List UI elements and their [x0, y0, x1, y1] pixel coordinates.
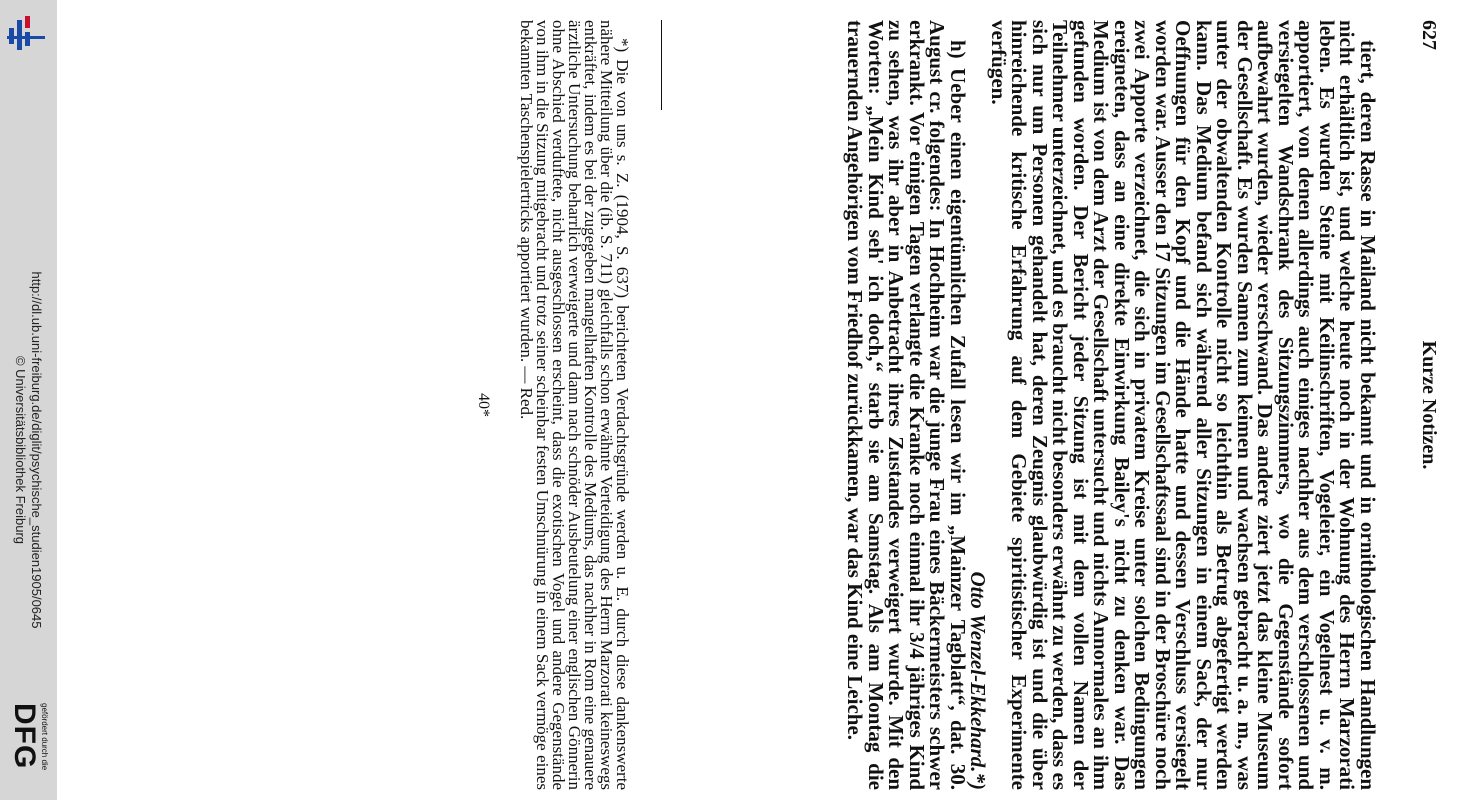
- main-text: [845, 20, 1378, 790]
- footnote: [518, 20, 630, 790]
- source-url[interactable]: http://dl.ub.uni-freiburg.de/diglit/psychische_studien1905/0645: [29, 271, 44, 629]
- footnote-text: *) Die von uns s. Z. (1904, S. 637) berichteten Verdachtsgründe werden u. E. durch diese dankenswerte nähere Mitteilung über die (ib. S. 711) gleichfalls schon erwähnte Verteidigung des Herrn Marzorati keineswegs entkräftet, indem es bei der zugegeben mangelhaften Kontrolle des Mediums, das nachher in Rom eine genauere ärztliche Untersuchung beharrlich verweigerte und dann nach schnöder Ausbeutelung einer englischen Gönnerin ohne Abschied verduftete, nicht ausgeschlossen erscheint, dass die exotischen Vogel und andere Gegenstände von ihm in die Sitzung mitgebracht und trotz seiner scheinbar festen Umschnürung in einem Sack vermöge eines bekannten Taschenspielertricks apportiert wurden. — Red.: [517, 20, 632, 790]
- university-logo-icon: [5, 10, 49, 54]
- dfg-logo: [9, 703, 49, 795]
- printer-signature: 40*: [475, 393, 492, 417]
- dfg-logo-text: DFG: [8, 703, 41, 770]
- copyright-notice: © Universitätsbibliothek Freiburg: [13, 355, 28, 545]
- viewer-sidebar: [0, 0, 57, 800]
- running-title: Kurze Notizen.: [1418, 340, 1440, 470]
- author-line: Otto Wenzel-Ekkehard.*): [966, 571, 991, 790]
- source-url-vertical: [12, 100, 44, 800]
- footnote-separator: [661, 20, 662, 110]
- page-number: 627: [1418, 20, 1440, 50]
- paragraph-1: tiert, deren Rasse in Mailand nicht bekannt und in ornithologischen Handlungen nicht erhältlich ist, und welche heute noch in der Wohnung des Herrn Marzorati leben. Es wurden Steine mit Keilinschriften, Vogeleier, ein Vogelnest u. v. m. apportiert, von denen allerdings auch einiges nachher aus dem verschlossenen und versiegelten Wandschrank des Sitzungszimmers, wo die Gegenstände sofort aufbewahrt wurden, wieder verschwand. Das andere ziert jetzt das kleine Museum der Gesellschaft. Es wurden Samen zum keimen und wachsen gebracht u. a. m., was unter der obwaltenden Kontrolle nicht so leichthin als Betrug abgefertigt werden kann. Das Medium befand sich während aller Sitzungen in einem Sack, der nur Oeffnungen für den Kopf und die Hände hatte und dessen Verschluss versiegelt worden war. Ausser den 17 Sitzungen im Gesellschaftssaal sind in der Broschüre noch zwei Apporte verzeichnet, die sich in privatem Kreise unter solchen Bedingungen ereigneten, dass an eine direkte Einwirkung Bailey's nicht zu denken war. Das Medium ist von dem Arzt der Gesellschaft untersucht und nichts Annormales an ihm gefunden worden. Der Bericht jeder Sitzung ist mit dem vollen Namen der Teilnehmer unterzeichnet, und es braucht nicht besonders erwähnt zu werden, dass es sich nur um Personen gehandelt hat, deren Zeugnis glaubwürdig ist und die über hinreichende kritische Erfahrung auf dem Gebiete spiritistischer Experimente verfügen.: [987, 20, 1380, 790]
- page-header: [1410, 20, 1440, 790]
- funder-caption: gefördert durch die: [40, 703, 49, 771]
- paragraph-2: h) Ueber einen eigentümlichen Zufall lesen wir im „Mainzer Tagblatt“, dat. 30. August cr. folgendes: In Hochheim war die junge Frau eines Bäckermeisters schwer erkrankt. Vor einigen Tagen verlangte die Kranke noch einmal ihr 3/4 jähriges Kind zu sehen, was ihr aber in Anbetracht ihres Zustandes verweigert wurde. Mit den Worten: „Mein Kind seh' ich doch,“ starb sie am Samstag. Als am Montag die trauernden Angehörigen vom Friedhof zurückkamen, war das Kind eine Leiche.: [843, 20, 970, 790]
- scanned-page: [200, 20, 1440, 790]
